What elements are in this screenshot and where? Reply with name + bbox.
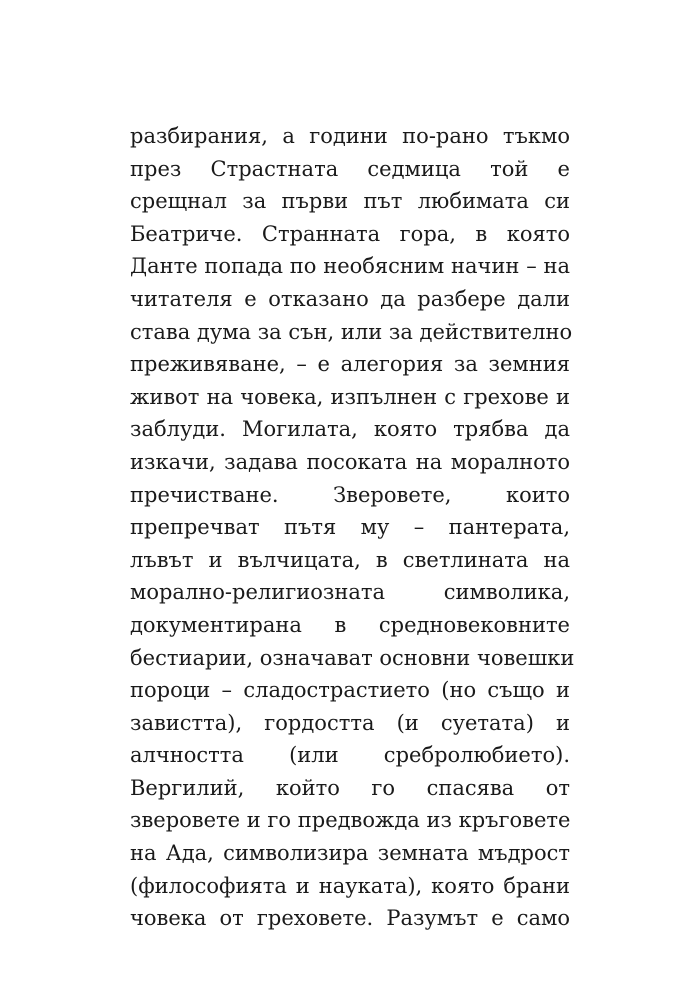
text-line: Данте попада по необясним начин – на	[130, 254, 570, 279]
text-line: Беатриче. Странната гора, в която	[130, 221, 570, 246]
text-line: срещнал за първи път любимата си	[130, 189, 570, 214]
text-line: (философията и науката), която брани	[130, 873, 570, 898]
text-line: заблуди. Могилата, която трябва да	[130, 417, 570, 442]
text-line: пороци – сладострастието (но също и	[130, 678, 570, 703]
text-line: лъвът и вълчицата, в светлината на	[130, 547, 570, 572]
text-line: препречват пътя му – пантерата,	[130, 515, 570, 540]
text-line: човека от греховете. Разумът е само	[130, 906, 570, 931]
text-line: през Страстната седмица той е	[130, 156, 570, 181]
text-line: документирана в средновековните	[130, 612, 570, 637]
body-text	[130, 120, 575, 935]
text-line: изкачи, задава посоката на моралното	[130, 449, 570, 474]
text-line: става дума за сън, или за действително	[130, 319, 573, 344]
text-line: морално-религиозната символика,	[130, 580, 570, 605]
text-line: бестиарии, означават основни човешки	[130, 645, 575, 670]
text-line: живот на човека, изпълнен с грехове и	[130, 384, 570, 409]
text-line: завистта), гордостта (и суетата) и	[130, 710, 570, 735]
text-line: алчността (или сребролюбието).	[130, 743, 570, 768]
text-line: преживяване, – е алегория за земния	[130, 352, 570, 377]
text-line: читателя е отказано да разбере дали	[130, 286, 570, 311]
text-line: пречистване. Зверовете, които	[130, 482, 570, 507]
text-line: зверовете и го предвожда из кръговете	[130, 808, 571, 833]
text-line: Вергилий, който го спасява от	[130, 775, 570, 800]
text-line: на Ада, символизира земната мъдрост	[130, 841, 570, 866]
text-line: разбирания, а години по-рано тъкмо	[130, 124, 570, 148]
